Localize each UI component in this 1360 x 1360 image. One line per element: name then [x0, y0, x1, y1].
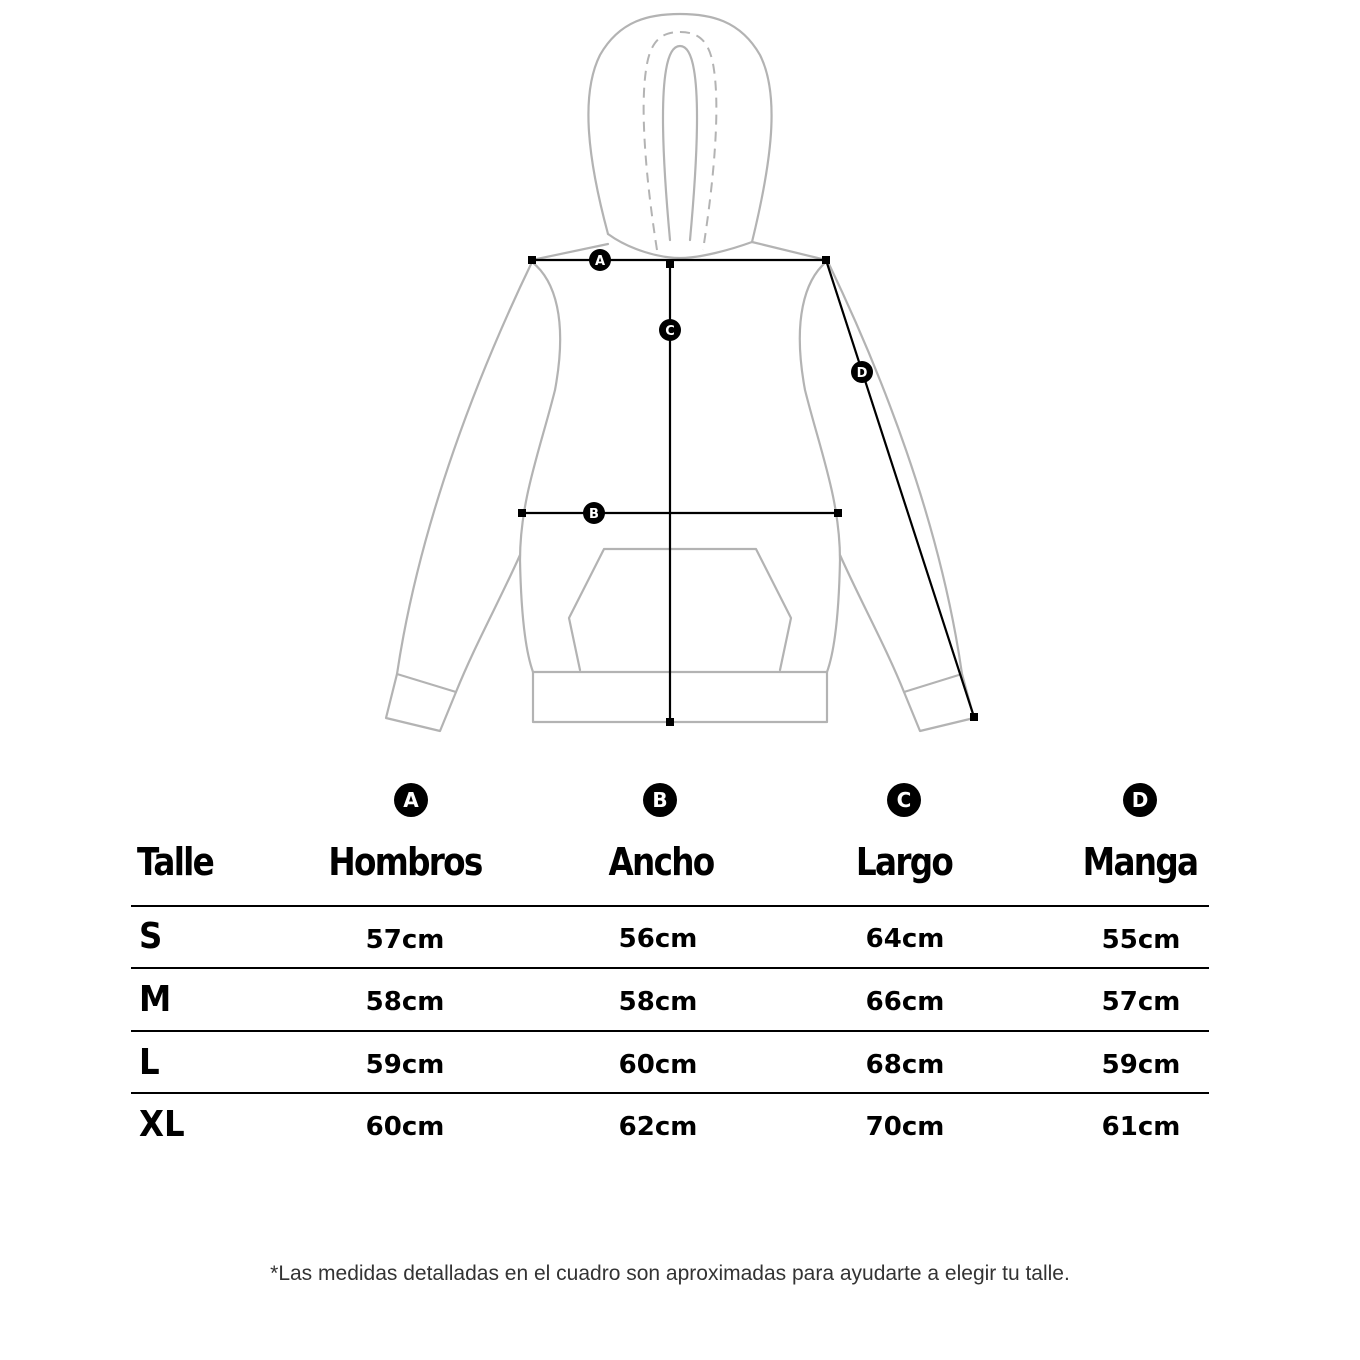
header-manga: Manga: [1082, 840, 1198, 884]
ancho-value: 60cm: [618, 1050, 698, 1080]
largo-value: 64cm: [865, 924, 945, 954]
endpoint-b-left: [518, 509, 526, 517]
manga-value: 61cm: [1101, 1112, 1181, 1142]
ancho-value: 58cm: [618, 987, 698, 1017]
hombros-value: 57cm: [365, 925, 445, 955]
marker-b: [583, 502, 605, 524]
endpoint-a-right: [822, 256, 830, 264]
header-badge-b: B: [643, 783, 677, 817]
body-left-side: [520, 262, 560, 672]
header-ancho: Ancho: [608, 840, 714, 884]
header-badge-d: D: [1123, 783, 1157, 817]
largo-value: 70cm: [865, 1112, 945, 1142]
endpoint-b-right: [834, 509, 842, 517]
size-label: L: [139, 1042, 160, 1083]
hood-outline: [588, 14, 771, 242]
hood-inner-loop: [663, 46, 697, 240]
kangaroo-pocket: [569, 549, 791, 670]
shoulder-right: [752, 242, 826, 260]
footnote: *Las medidas detalladas en el cuadro son aproximadas para ayudarte a elegir tu talle.: [270, 1262, 1070, 1285]
marker-a: [589, 249, 611, 271]
svg-text:D: D: [856, 366, 868, 381]
header-talle: Talle: [137, 840, 214, 884]
hood-inner-dashed: [644, 32, 717, 250]
size-label: XL: [139, 1104, 185, 1145]
largo-value: 66cm: [865, 987, 945, 1017]
cuff-left: [386, 674, 456, 731]
ancho-value: 56cm: [618, 924, 698, 954]
ancho-value: 62cm: [618, 1112, 698, 1142]
table-divider: [131, 1030, 1209, 1032]
marker-d: [851, 361, 873, 383]
sleeve-left: [397, 262, 532, 692]
endpoint-a-left: [528, 256, 536, 264]
header-largo: Largo: [855, 840, 953, 884]
endpoint-c-bottom: [666, 718, 674, 726]
header-badge-a: A: [394, 783, 428, 817]
endpoint-c-top: [666, 260, 674, 268]
hombros-value: 60cm: [365, 1112, 445, 1142]
hood-collar: [608, 234, 752, 258]
header-badge-c: C: [887, 783, 921, 817]
size-label: S: [139, 916, 163, 957]
marker-c: [659, 319, 681, 341]
table-divider: [131, 967, 1209, 969]
size-label: M: [139, 979, 172, 1020]
manga-value: 57cm: [1101, 987, 1181, 1017]
header-hombros: Hombros: [328, 840, 482, 884]
table-divider: [131, 905, 1209, 907]
table-divider: [131, 1092, 1209, 1094]
largo-value: 68cm: [865, 1050, 945, 1080]
hombros-value: 59cm: [365, 1050, 445, 1080]
manga-value: 55cm: [1101, 925, 1181, 955]
waistband: [533, 672, 827, 722]
hombros-value: 58cm: [365, 987, 445, 1017]
endpoint-d-bottom: [970, 713, 978, 721]
svg-text:B: B: [589, 507, 599, 522]
manga-value: 59cm: [1101, 1050, 1181, 1080]
svg-text:C: C: [665, 324, 675, 339]
body-right-side: [800, 262, 840, 672]
measure-line-d: [826, 260, 974, 717]
svg-text:A: A: [594, 254, 606, 269]
